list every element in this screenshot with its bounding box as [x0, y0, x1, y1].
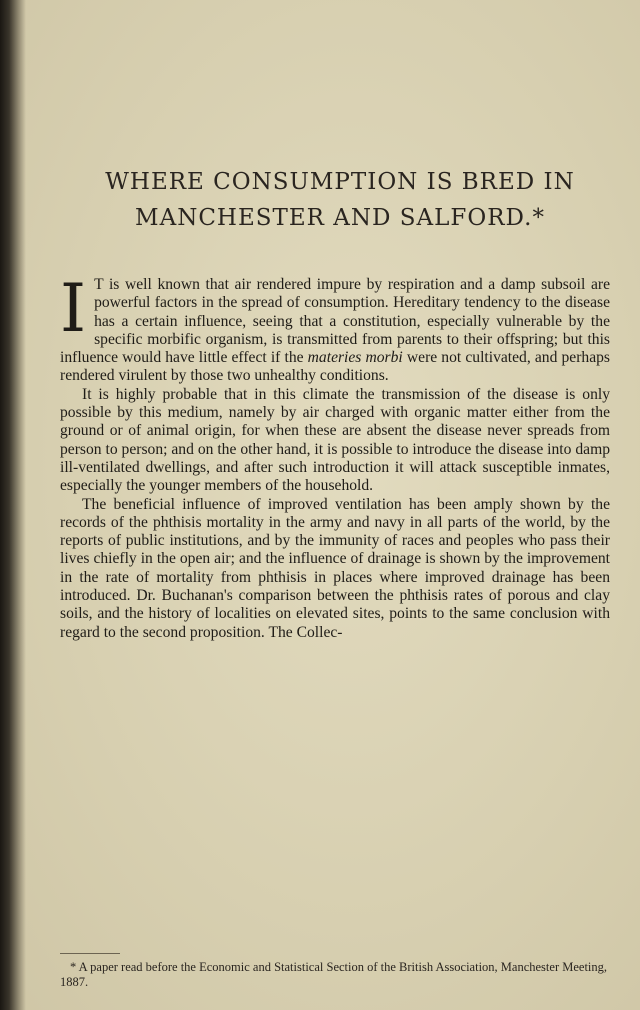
paragraph-1-text-a: T is well known that air rendered impure by respiration and a damp subsoil are powerful factors in the spread of consumption. Hereditary tendency to the disease has a certain influence, seeing that a constitution, especially vulnerable by the specific morbific organism, is transmitted from parents to their offspring; but this influence would have little effect if the — [60, 276, 610, 367]
footnote — [60, 960, 610, 990]
paragraph-1-italic: materies morbi — [307, 349, 403, 367]
article-body — [60, 270, 611, 642]
footnote-rule — [60, 953, 120, 954]
title-line-1: WHERE CONSUMPTION IS BRED IN — [105, 169, 575, 195]
footnote-text: * A paper read before the Economic and Statistical Section of the British Association, Manchester Meeting, 1887. — [60, 960, 608, 989]
book-spine-shadow — [0, 0, 26, 1010]
paragraph-3: The beneficial influence of improved ventilation has been amply shown by the records of the phthisis mortality in the army and navy in all parts of the world, by the reports of public institutions, and by the immunity of races and peoples who pass their lives chiefly in the open air; and the influence of drainage is shown by the improvement in the rate of mortality from phthisis in places where improved drainage has been introduced. Dr. Buchanan's comparison between the phthisis rates of porous and clay soils, and the history of localities on elevated sites, points to the same conclusion with regard to the second proposition. The Collec- — [60, 495, 610, 641]
drop-cap: I — [60, 270, 87, 347]
paragraph-2: It is highly probable that in this climate the transmission of the disease is only possible by this medium, namely by air charged with organic matter either from the ground or of animal origin, for when these are absent the disease never spreads from person to person; and on the other hand, it is possible to introduce the disease into damp ill-ventilated dwellings, and after such introduction it will attack susceptible inmates, especially the younger members of the household. — [60, 385, 610, 495]
page-title — [60, 164, 620, 236]
paragraph-1-text-b: were not cultivated, and perhaps rendered virulent by those two unhealthy conditions. — [60, 349, 611, 385]
paragraph-1 — [60, 270, 611, 386]
title-line-2: MANCHESTER AND SALFORD.* — [135, 205, 545, 231]
